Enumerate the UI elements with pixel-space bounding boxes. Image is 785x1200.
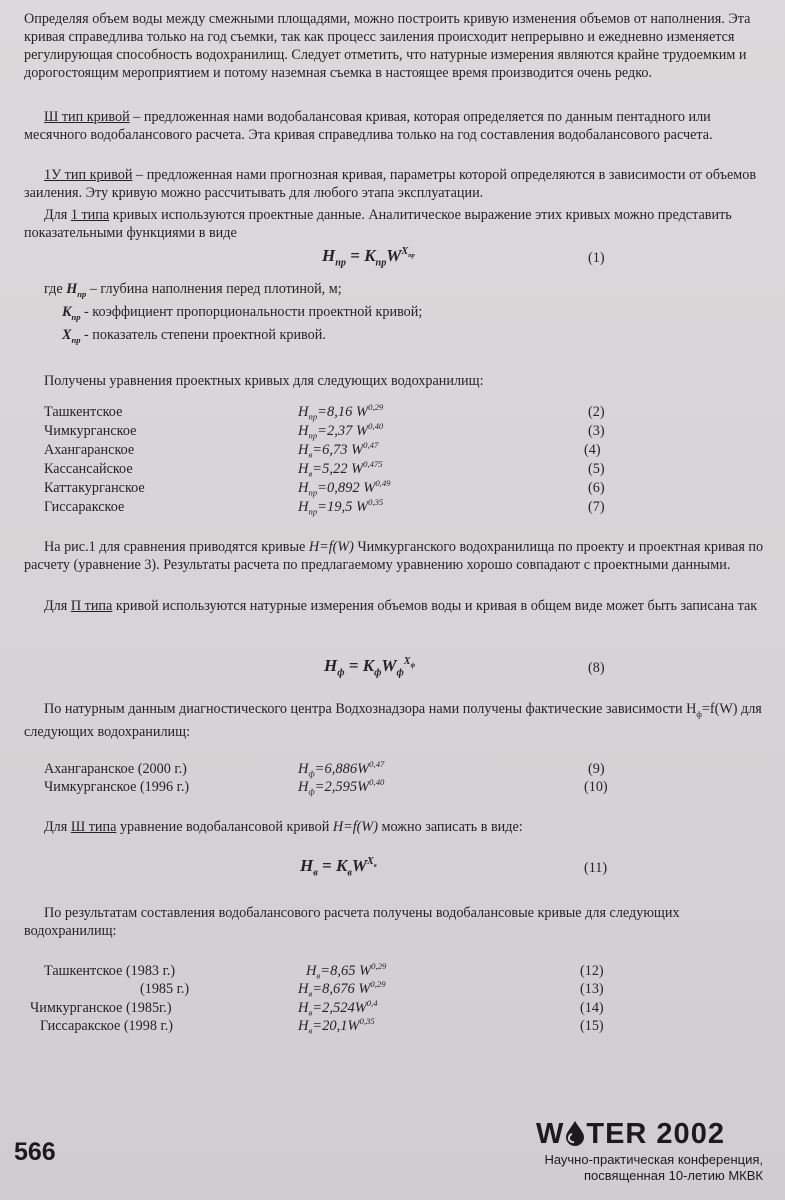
actual-name-1: Ахангаранское (2000 г.) [44,761,187,777]
design-name-2: Чимкурганское [44,423,137,439]
paragraph-figure: На рис.1 для сравнения приводятся кривые H=f(W) Чимкурганского водохранилища по проекту и проектная кривая по расчету (уравнение 3). Результаты расчета по предлагаемому уравнению хорошо совпадают с проектными данными. [24,539,764,573]
design-name-1: Ташкентское [44,404,123,420]
type4-label: 1У тип кривой [44,167,133,183]
paragraph-type4 [24,166,764,202]
balance-formula-3: $H_в=2,524W^{0,4}$ [298,998,378,1018]
formula-1: $H_{пр} = K_{пр}W^{X_{пр}}$ [322,246,415,269]
balance-name-4: Гиссаракское (1998 г.) [40,1018,173,1034]
eq-number-6: (6) [588,480,605,496]
balance-formula-2: $H_в=8,676$ W$^{0,29}$ [298,979,386,999]
design-formula-4: $H_в=5,22$ W$^{0,475}$ [298,459,383,479]
actual-name-2: Чимкурганское (1996 г.) [44,779,190,795]
footer-conference-line: Научно-практическая конференция, [544,1152,763,1167]
page-number: 566 [14,1138,56,1166]
eq-number-10: (10) [584,779,608,795]
formula-8: $H_ф = K_фW_ф^{X_ф}$ [324,656,415,679]
type3-eq-label: Ш типа [70,819,117,835]
design-formula-6: $H_{пр}=19,5$ W$^{0,35}$ [298,497,384,517]
type3-label: Ш тип кривой [44,109,130,125]
eq-number-1: (1) [588,250,605,266]
design-formula-2: $H_{пр}=2,37$ W$^{0,40}$ [298,421,384,441]
paragraph-design-intro: Получены уравнения проектных кривых для следующих водохранилищ: [44,373,484,389]
paragraph-type1 [24,206,764,242]
water-drop-icon [564,1120,586,1146]
p4-a: Для [44,207,71,223]
definition-h: где $H_{пр}$ – глубина наполнения перед плотиной, м; [44,281,342,299]
eq-number-2: (2) [588,404,605,420]
balance-name-1: Ташкентское (1983 г.) [44,963,176,979]
paragraph-1: Определяя объем воды между смежными площадями, можно построить кривую изменения объемов от наполнения. Эта кривая справедлива только на год съемки, так как процесс заиления происходит непрерывно и ежедневно изменяется регулирующая способность водохранилищ. Следует отметить, что натурные измерения являются крайне трудоемким и дорогостоящим мероприятием и потому наземная съемка в настоящее время производится очень редко. [24,11,751,81]
design-formula-5: $H_{пр}=0,892$ W$^{0,49}$ [298,478,391,498]
paragraph-type2: Для П типа кривой используются натурные измерения объемов воды и кривая в общем виде может быть записана так [44,598,758,614]
footer-anniversary-line: посвященная 10-летию МКВК [584,1168,763,1183]
actual-formula-2: $H_ф=2,595W^{0,40}$ [298,777,385,797]
design-name-5: Каттакурганское [44,480,145,496]
eq-number-14: (14) [580,1000,604,1016]
design-formula-3: $H_в=6,73$ W$^{0,47}$ [298,440,379,460]
type4-text: – предложенная нами прогнозная кривая, параметры которой определяются в зависимости от объемов заиления. Эту кривую можно рассчитывать для любого этапа эксплуатации. [24,167,757,201]
balance-name-2: (1985 г.) [140,981,190,997]
formula-11: $H_в = K_вW^{X_в}$ [300,856,377,879]
eq-number-7: (7) [588,499,605,515]
eq-number-15: (15) [580,1018,604,1034]
eq-number-11: (11) [584,860,608,876]
paragraph-balance-intro: По результатам составления водобалансового расчета получены водобалансовые кривые для следующих водохранилищ: [24,905,680,939]
design-formula-1: $H_{пр}=8,16$ W$^{0,29}$ [298,402,384,422]
water-2002-logo: W TER 2002 [536,1118,725,1150]
paragraph-type3 [24,108,764,144]
paragraph-actual: По натурным данным диагностического центра Водхознадзора нами получены фактические зависимости $H_ф=f(W)$ для следующих водохранилищ: [24,701,762,740]
p4-b: кривых используются проектные данные. Аналитическое выражение этих кривых можно представить показательными функциями в виде [24,207,732,241]
type3-text: – предложенная нами водобалансовая кривая, которая определяется по данным пентадного или месячного водобалансового расчета. Эта кривая справедлива только на год составления водобалансового расчета. [24,109,713,143]
eq-number-8: (8) [588,660,605,676]
eq-number-12: (12) [580,963,604,979]
eq-number-3: (3) [588,423,605,439]
balance-formula-1: $H_в=8,65$ W$^{0,29}$ [306,961,387,981]
eq-number-5: (5) [588,461,605,477]
definition-k: $K_{пр}$ - коэффициент пропорциональности проектной кривой; [62,304,423,322]
type2-label: П типа [70,598,113,614]
eq-number-9: (9) [588,761,605,777]
definition-x: $X_{пр}$ - показатель степени проектной кривой. [62,327,326,345]
balance-formula-4: $H_в=20,1W^{0,35}$ [298,1016,375,1036]
design-name-3: Ахангаранское [44,442,135,458]
design-name-6: Гиссаракское [44,499,125,515]
actual-formula-1: $H_ф=6,886W^{0,47}$ [298,759,385,779]
eq-number-13: (13) [580,981,604,997]
type1-label: 1 типа [70,207,110,223]
eq-number-4: (4) [584,442,601,458]
design-name-4: Кассансайское [44,461,133,477]
balance-name-3: Чимкурганское (1985г.) [30,1000,172,1016]
paragraph-type3-eq: Для Ш типа уравнение водобалансовой кривой H=f(W) можно записать в виде: [44,819,523,835]
